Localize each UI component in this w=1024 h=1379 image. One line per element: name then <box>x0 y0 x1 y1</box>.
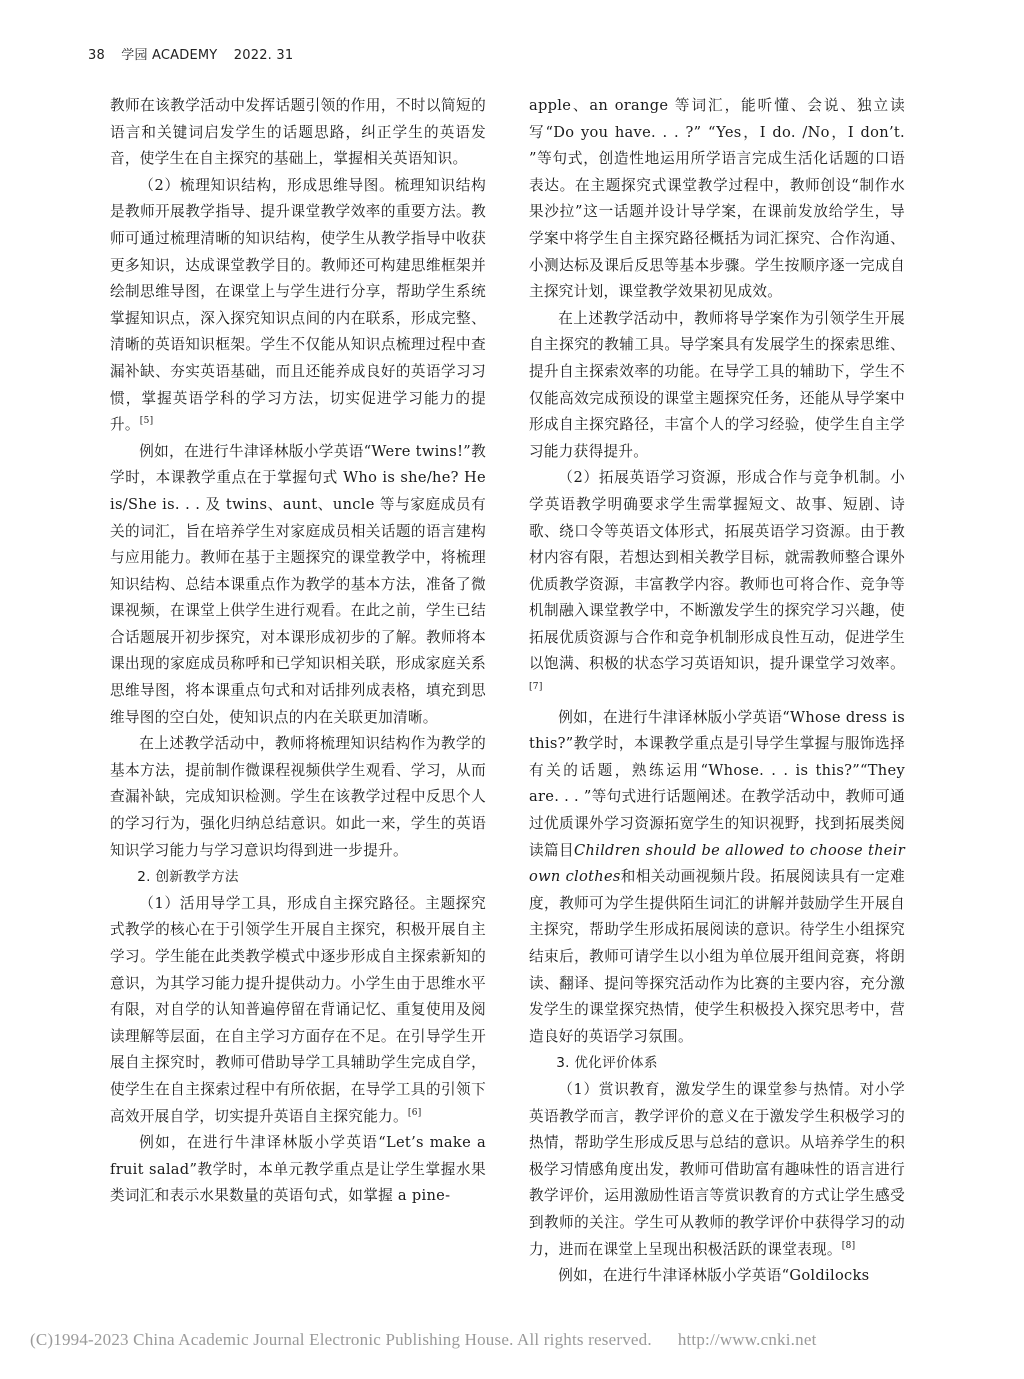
copyright-text: (C)1994-2023 China Academic Journal Electronic Publishing House. All rights reserved. <box>30 1330 652 1349</box>
page-number: 38 <box>88 48 105 63</box>
paragraph-continuation: 教师在该教学活动中发挥话题引领的作用，不时以简短的语言和关键词启发学生的话题思路，纠正学生的英语发音，使学生在自主探究的基础上，掌握相关英语知识。 <box>110 97 486 168</box>
running-header <box>88 44 305 63</box>
journal-name: 学园 ACADEMY <box>121 48 218 63</box>
section-heading: 3. 优化评价体系 <box>556 1055 658 1072</box>
citation: [7] <box>529 682 543 693</box>
paragraph: （2）拓展英语学习资源，形成合作与竞争机制。小学英语教学明确要求学生需掌握短文、故事、短剧、诗歌、绕口令等英语文体形式，拓展英语学习资源。由于教材内容有限，若想达到相关教学目标，就需教师整合课外优质教学资源，丰富教学内容。教师也可将合作、竞争等机制融入课堂教学中，不断激发学生的探究学习兴趣，使拓展优质资源与合作和竞争机制形成良性互动，促进学生以饱满、积极的状态学习英语知识，提升课堂学习效率。[7] <box>529 469 905 693</box>
paragraph: （2）梳理知识结构，形成思维导图。梳理知识结构是教师开展教学指导、提升课堂教学效率的重要方法。教师可通过梳理清晰的知识结构，使学生从教学指导中收获更多知识，达成课堂教学目的。教师还可构建思维框架并绘制思维导图，在课堂上与学生进行分享，帮助学生系统掌握知识点，深入探究知识点间的内在联系，形成完整、清晰的英语知识框架。学生不仅能从知识点梳理过程中查漏补缺、夯实英语基础，而且还能养成良好的英语学习习惯，掌握英语学科的学习方法，切实促进学习能力的提升。[5] <box>110 176 486 434</box>
paragraph-continuation: apple、an orange 等词汇，能听懂、会说、独立读写“Do you have. . . ?” “Yes，I do. /No，I don’t. ”等句式，创造性地运用所学语言完成生活化话题的口语表达。在主题探究式课堂教学过程中，教师创设“制作水果沙拉”这一话题并设计导学案，在课前发放给学生，导学案中将学生自主探究路径概括为词汇探究、合作沟通、小测达标及课后反思等基本步骤。学生按顺序逐一完成自主探究计划，课堂教学效果初见成效。 <box>529 97 905 301</box>
paragraph: 例如，在进行牛津译林版小学英语“Goldilocks <box>558 1267 870 1285</box>
paragraph: （1）活用导学工具，形成自主探究路径。主题探究式教学的核心在于引领学生开展自主探究，积极开展自主学习。学生能在此类教学模式中逐步形成自主探索新知的意识，为其学习能力提升提供动力。小学生由于思维水平有限，对自学的认知普遍停留在背诵记忆、重复使用及阅读理解等层面，在自主学习方面存在不足。在引导学生开展自主探究时，教师可借助导学工具辅助学生完成自学，使学生在自主探索过程中有所依据，在导学工具的引领下高效开展自学，切实提升英语自主探究能力。[6] <box>110 894 486 1125</box>
paragraph: 在上述教学活动中，教师将导学案作为引领学生开展自主探究的教辅工具。导学案具有发展学生的探索思维、提升自主探索效率的功能。在导学工具的辅助下，学生不仅能高效完成预设的课堂主题探究任务，还能从导学案中形成自主探究路径，丰富个人的学习经验，使学生自主学习能力获得提升。 <box>529 309 905 460</box>
paragraph: 在上述教学活动中，教师将梳理知识结构作为教学的基本方法，提前制作微课程视频供学生观看、学习，从而查漏补缺，完成知识检测。学生在该教学过程中反思个人的学习行为，强化归纳总结意识。如此一来，学生的英语知识学习能力与学习意识均得到进一步提升。 <box>110 735 486 859</box>
cnki-link[interactable]: http://www.cnki.net <box>677 1330 817 1349</box>
section-heading: 2. 创新教学方法 <box>137 869 239 886</box>
issue-number: 2022. 31 <box>233 48 294 63</box>
paragraph: 例如，在进行牛津译林版小学英语“Let’s make a fruit salad”教学时，本单元教学重点是让学生掌握水果类词汇和表示水果数量的英语句式，如掌握 a pine- <box>110 1134 486 1205</box>
paragraph: （1）赏识教育，激发学生的课堂参与热情。对小学英语教学而言，教学评价的意义在于激发学生积极学习的热情，帮助学生形成反思与总结的意识。从培养学生的积极学习情感角度出发，教师可借助富有趣味性的语言进行教学评价，运用激励性语言等赏识教育的方式让学生感受到教师的关注。学生可从教师的教学评价中获得学习的动力，进而在课堂上呈现出积极活跃的课堂表现。[8] <box>529 1080 905 1258</box>
citation: [8] <box>841 1240 856 1251</box>
left-column <box>110 93 486 1210</box>
citation: [6] <box>407 1107 422 1118</box>
paragraph: 例如，在进行牛津译林版小学英语“Were twins!”教学时，本课教学重点在于掌握句式 Who is she/he? He is/She is. . . 及 twins、aunt、uncle 等与家庭成员有关的词汇，旨在培养学生对家庭成员相关话题的语言建构与应用能力。教师在基于主题探究的课堂教学中，将梳理知识结构、总结本课重点作为教学的基本方法，准备了微课视频，在课堂上供学生进行观看。在此之前，学生已结合话题展开初步探究，对本课形成初步的了解。教师将本课出现的家庭成员称呼和已学知识相关联，形成家庭关系思维导图，将本课重点句式和对话排列成表格，填充到思维导图的空白处，使知识点的内在关联更加清晰。 <box>110 442 486 726</box>
right-column <box>529 93 905 1290</box>
copyright-footer <box>30 1330 994 1350</box>
paragraph: 例如，在进行牛津译林版小学英语“Whose dress is this?”教学时，本课教学重点是引导学生掌握与服饰选择有关的话题，熟练运用“Whose. . . is this?”“They are. . . ”等句式进行话题阐述。在教学活动中，教师可通过优质课外学习资源拓宽学生的知识视野，找到拓展类阅读篇目Children should be allowed to choose their own clothes和相关动画视频片段。拓展阅读具有一定难度，教师可为学生提供陌生词汇的讲解并鼓励学生开展自主探究，帮助学生形成拓展阅读的意识。待学生小组探究结束后，教师可请学生以小组为单位展开组间竞赛，将朗读、翻译、提问等探究活动作为比赛的主要内容，充分激发学生的课堂探究热情，使学生积极投入探究思考中，营造良好的英语学习氛围。 <box>529 708 905 1045</box>
reading-title: Children should be allowed to choose their own clothes <box>529 841 905 886</box>
citation: [5] <box>139 416 154 427</box>
